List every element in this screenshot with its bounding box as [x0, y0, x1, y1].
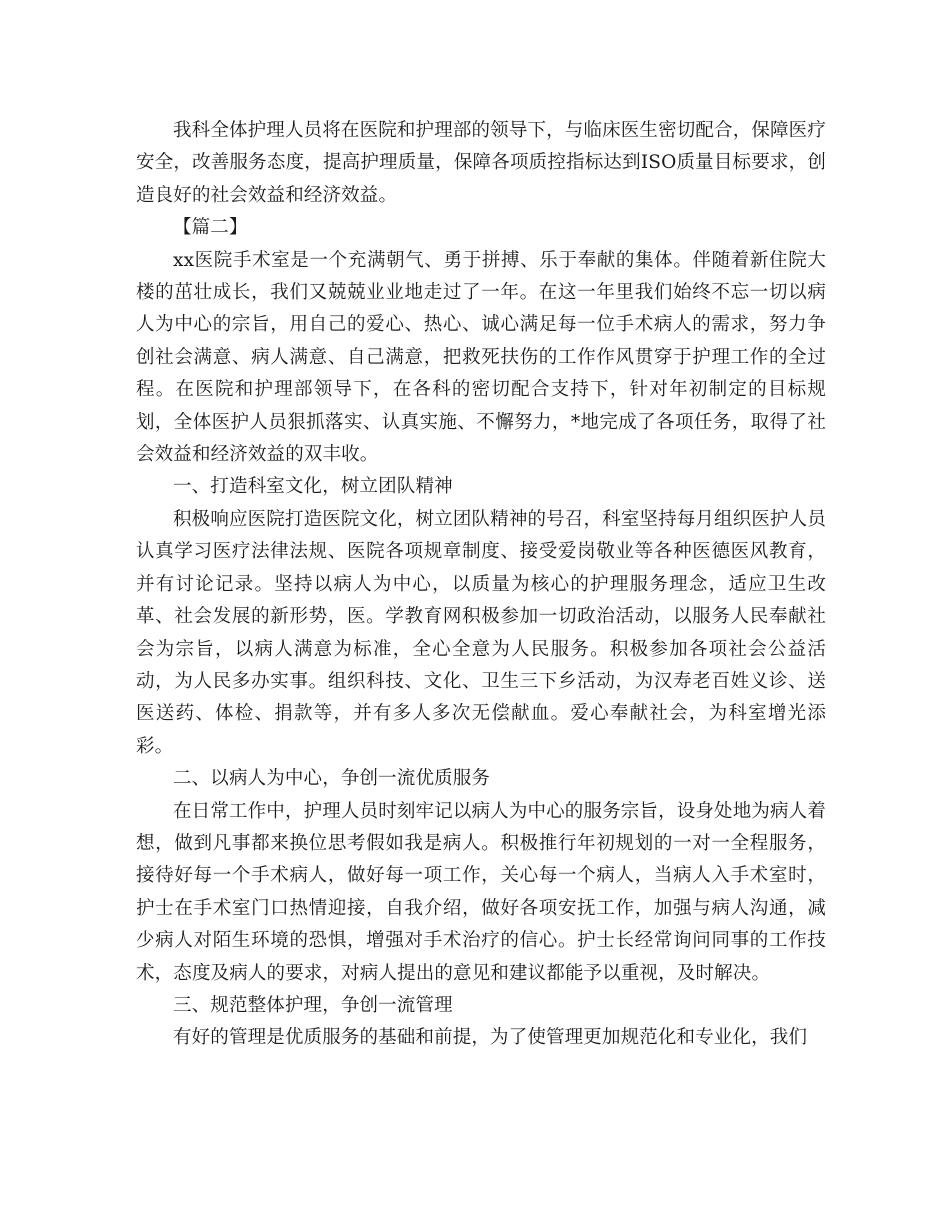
body-paragraph: 积极响应医院打造医院文化，树立团队精神的号召，科室坚持每月组织医护人员认真学习医疗法律法规、医院各项规章制度、接受爱岗敬业等各种医德医风教育，并有讨论记录。坚持以病人为中心，以质量为核心的护理服务理念，适应卫生改革、社会发展的新形势，医。学教育网积极参加一切政治活动，以服务人民奉献社会为宗旨，以病人满意为标准，全心全意为人民服务。积极参加各项社会公益活动，为人民多办实事。组织科技、文化、卫生三下乡活动，为汉寿老百姓义诊、送医送药、体检、捐款等，并有多人多次无偿献血。爱心奉献社会，为科室增光添彩。	[136, 508, 826, 757]
section-heading: 三、规范整体护理，争创一流管理	[173, 994, 453, 1016]
body-paragraph: xx医院手术室是一个充满朝气、勇于拼搏、乐于奉献的集体。伴随着新住院大楼的茁壮成长，我们又兢兢业业地走过了一年。在这一年里我们始终不忘一切以病人为中心的宗旨，用自己的爱心、热心、诚心满足每一位手术病人的需求，努力争创社会满意、病人满意、自己满意，把救死扶伤的工作作风贯穿于护理工作的全过程。在医院和护理部领导下，在各科的密切配合支持下，针对年初制定的目标规划，全体医护人员狠抓落实、认真实施、不懈努力，*地完成了各项任务，取得了社会效益和经济效益的双丰收。	[136, 249, 826, 466]
body-paragraph: 有好的管理是优质服务的基础和前提，为了使管理更加规范化和专业化，我们	[173, 1027, 808, 1049]
body-paragraph: 在日常工作中，护理人员时刻牢记以病人为中心的服务宗旨，设身处地为病人着想，做到凡事都来换位思考假如我是病人。积极推行年初规划的一对一全程服务，接待好每一个手术病人，做好每一项工作，关心每一个病人，当病人入手术室时，护士在手术室门口热情迎接，自我介绍，做好各项安抚工作，加强与病人沟通，减少病人对陌生环境的恐惧，增强对手术治疗的信心。护士长经常询问同事的工作技术，态度及病人的要求，对病人提出的意见和建议都能予以重视，及时解决。	[136, 800, 826, 984]
section-heading: 二、以病人为中心，争创一流优质服务	[173, 768, 491, 790]
section-heading: 一、打造科室文化，树立团队精神	[173, 476, 453, 498]
document-body	[136, 115, 826, 1055]
section-heading: 【篇二】	[173, 217, 248, 239]
body-paragraph: 我科全体护理人员将在医院和护理部的领导下，与临床医生密切配合，保障医疗安全，改善服务态度，提高护理质量，保障各项质控指标达到ISO质量目标要求，创造良好的社会效益和经济效益。	[136, 120, 826, 206]
